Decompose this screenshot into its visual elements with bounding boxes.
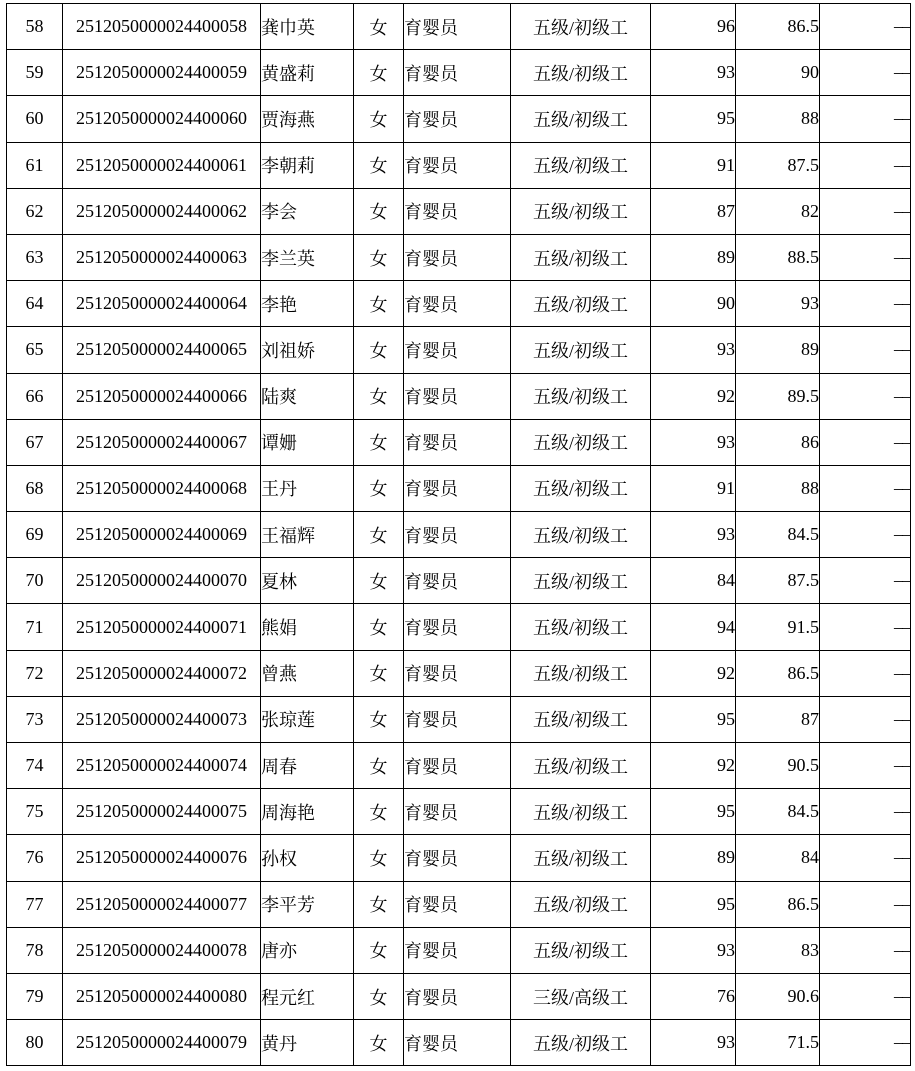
cell-row-number: 75 (7, 789, 63, 835)
table-row (7, 973, 911, 1019)
cell-remark: –– (820, 1020, 911, 1066)
cell-occupation: 育婴员 (404, 789, 511, 835)
cell-row-number: 59 (7, 50, 63, 96)
cell-score-2: 89 (736, 327, 820, 373)
cell-name: 程元红 (261, 973, 354, 1019)
cell-score-1: 95 (651, 96, 736, 142)
cell-exam-id: 2512050000024400058 (63, 4, 261, 50)
cell-score-1: 93 (651, 927, 736, 973)
cell-exam-id: 2512050000024400064 (63, 281, 261, 327)
cell-occupation: 育婴员 (404, 650, 511, 696)
cell-name: 李会 (261, 188, 354, 234)
table-row (7, 696, 911, 742)
cell-exam-id: 2512050000024400076 (63, 835, 261, 881)
table-row (7, 281, 911, 327)
cell-exam-id: 2512050000024400077 (63, 881, 261, 927)
table-row (7, 50, 911, 96)
cell-row-number: 76 (7, 835, 63, 881)
cell-score-2: 88.5 (736, 234, 820, 280)
cell-score-1: 87 (651, 188, 736, 234)
cell-remark: –– (820, 696, 911, 742)
cell-score-2: 93 (736, 281, 820, 327)
cell-row-number: 74 (7, 743, 63, 789)
cell-occupation: 育婴员 (404, 188, 511, 234)
cell-gender: 女 (354, 743, 404, 789)
cell-exam-id: 2512050000024400070 (63, 558, 261, 604)
cell-occupation: 育婴员 (404, 96, 511, 142)
cell-name: 刘祖娇 (261, 327, 354, 373)
cell-level: 五级/初级工 (511, 373, 651, 419)
cell-exam-id: 2512050000024400060 (63, 96, 261, 142)
cell-gender: 女 (354, 881, 404, 927)
cell-level: 五级/初级工 (511, 927, 651, 973)
cell-name: 唐亦 (261, 927, 354, 973)
cell-score-1: 93 (651, 50, 736, 96)
cell-score-1: 89 (651, 234, 736, 280)
cell-remark: –– (820, 234, 911, 280)
cell-row-number: 69 (7, 512, 63, 558)
cell-exam-id: 2512050000024400075 (63, 789, 261, 835)
cell-gender: 女 (354, 50, 404, 96)
cell-row-number: 61 (7, 142, 63, 188)
cell-name: 熊娟 (261, 604, 354, 650)
cell-score-2: 71.5 (736, 1020, 820, 1066)
table-row (7, 650, 911, 696)
cell-row-number: 70 (7, 558, 63, 604)
cell-gender: 女 (354, 373, 404, 419)
cell-occupation: 育婴员 (404, 234, 511, 280)
cell-remark: –– (820, 927, 911, 973)
cell-level: 五级/初级工 (511, 789, 651, 835)
cell-exam-id: 2512050000024400065 (63, 327, 261, 373)
cell-name: 王福辉 (261, 512, 354, 558)
cell-score-1: 94 (651, 604, 736, 650)
cell-exam-id: 2512050000024400080 (63, 973, 261, 1019)
table-row (7, 512, 911, 558)
cell-exam-id: 2512050000024400066 (63, 373, 261, 419)
cell-occupation: 育婴员 (404, 927, 511, 973)
cell-score-2: 86.5 (736, 650, 820, 696)
cell-name: 李朝莉 (261, 142, 354, 188)
cell-row-number: 79 (7, 973, 63, 1019)
table-row (7, 881, 911, 927)
cell-score-2: 90 (736, 50, 820, 96)
cell-occupation: 育婴员 (404, 973, 511, 1019)
cell-remark: –– (820, 973, 911, 1019)
cell-remark: –– (820, 142, 911, 188)
table-row (7, 604, 911, 650)
cell-row-number: 72 (7, 650, 63, 696)
cell-occupation: 育婴员 (404, 50, 511, 96)
table-row (7, 419, 911, 465)
cell-remark: –– (820, 789, 911, 835)
cell-remark: –– (820, 558, 911, 604)
cell-row-number: 80 (7, 1020, 63, 1066)
table-row (7, 96, 911, 142)
cell-gender: 女 (354, 281, 404, 327)
cell-row-number: 58 (7, 4, 63, 50)
cell-score-2: 84.5 (736, 789, 820, 835)
cell-level: 五级/初级工 (511, 835, 651, 881)
cell-occupation: 育婴员 (404, 512, 511, 558)
cell-score-1: 92 (651, 743, 736, 789)
cell-row-number: 66 (7, 373, 63, 419)
cell-row-number: 78 (7, 927, 63, 973)
cell-gender: 女 (354, 327, 404, 373)
cell-score-2: 87.5 (736, 558, 820, 604)
cell-gender: 女 (354, 96, 404, 142)
cell-name: 孙权 (261, 835, 354, 881)
cell-score-1: 91 (651, 465, 736, 511)
cell-score-2: 87.5 (736, 142, 820, 188)
table-row (7, 142, 911, 188)
cell-row-number: 68 (7, 465, 63, 511)
cell-level: 五级/初级工 (511, 558, 651, 604)
cell-row-number: 65 (7, 327, 63, 373)
cell-name: 谭姗 (261, 419, 354, 465)
cell-score-2: 86.5 (736, 4, 820, 50)
cell-gender: 女 (354, 927, 404, 973)
cell-occupation: 育婴员 (404, 743, 511, 789)
cell-score-2: 88 (736, 465, 820, 511)
cell-level: 五级/初级工 (511, 96, 651, 142)
cell-remark: –– (820, 604, 911, 650)
cell-score-1: 92 (651, 373, 736, 419)
table-row (7, 4, 911, 50)
table-row (7, 835, 911, 881)
cell-name: 王丹 (261, 465, 354, 511)
table-row (7, 327, 911, 373)
cell-score-2: 83 (736, 927, 820, 973)
cell-gender: 女 (354, 188, 404, 234)
cell-level: 三级/高级工 (511, 973, 651, 1019)
cell-remark: –– (820, 835, 911, 881)
cell-name: 周海艳 (261, 789, 354, 835)
cell-gender: 女 (354, 973, 404, 1019)
cell-score-1: 93 (651, 419, 736, 465)
document-page (6, 3, 911, 1066)
cell-score-2: 84.5 (736, 512, 820, 558)
cell-occupation: 育婴员 (404, 1020, 511, 1066)
cell-score-1: 93 (651, 512, 736, 558)
cell-row-number: 73 (7, 696, 63, 742)
cell-gender: 女 (354, 1020, 404, 1066)
cell-gender: 女 (354, 604, 404, 650)
cell-gender: 女 (354, 465, 404, 511)
table-row (7, 743, 911, 789)
table-row (7, 373, 911, 419)
cell-gender: 女 (354, 142, 404, 188)
cell-score-1: 90 (651, 281, 736, 327)
cell-score-1: 95 (651, 696, 736, 742)
cell-exam-id: 2512050000024400072 (63, 650, 261, 696)
cell-exam-id: 2512050000024400059 (63, 50, 261, 96)
cell-level: 五级/初级工 (511, 142, 651, 188)
cell-remark: –– (820, 465, 911, 511)
cell-row-number: 60 (7, 96, 63, 142)
cell-score-1: 93 (651, 1020, 736, 1066)
cell-gender: 女 (354, 419, 404, 465)
cell-score-2: 88 (736, 96, 820, 142)
cell-score-2: 87 (736, 696, 820, 742)
cell-occupation: 育婴员 (404, 558, 511, 604)
cell-occupation: 育婴员 (404, 281, 511, 327)
cell-row-number: 77 (7, 881, 63, 927)
cell-level: 五级/初级工 (511, 4, 651, 50)
table-row (7, 927, 911, 973)
cell-level: 五级/初级工 (511, 1020, 651, 1066)
cell-level: 五级/初级工 (511, 188, 651, 234)
cell-name: 李艳 (261, 281, 354, 327)
cell-score-1: 96 (651, 4, 736, 50)
cell-exam-id: 2512050000024400068 (63, 465, 261, 511)
cell-occupation: 育婴员 (404, 604, 511, 650)
cell-occupation: 育婴员 (404, 4, 511, 50)
cell-gender: 女 (354, 789, 404, 835)
table-row (7, 558, 911, 604)
cell-occupation: 育婴员 (404, 835, 511, 881)
cell-level: 五级/初级工 (511, 50, 651, 96)
table-body (7, 4, 911, 1066)
cell-occupation: 育婴员 (404, 881, 511, 927)
cell-occupation: 育婴员 (404, 419, 511, 465)
cell-name: 贾海燕 (261, 96, 354, 142)
cell-occupation: 育婴员 (404, 327, 511, 373)
cell-gender: 女 (354, 4, 404, 50)
cell-occupation: 育婴员 (404, 142, 511, 188)
cell-gender: 女 (354, 512, 404, 558)
cell-remark: –– (820, 50, 911, 96)
cell-row-number: 67 (7, 419, 63, 465)
cell-remark: –– (820, 512, 911, 558)
table-row (7, 188, 911, 234)
cell-remark: –– (820, 281, 911, 327)
cell-gender: 女 (354, 234, 404, 280)
cell-score-1: 95 (651, 881, 736, 927)
table-row (7, 234, 911, 280)
cell-level: 五级/初级工 (511, 327, 651, 373)
cell-name: 黄丹 (261, 1020, 354, 1066)
cell-exam-id: 2512050000024400071 (63, 604, 261, 650)
cell-name: 夏林 (261, 558, 354, 604)
cell-name: 李平芳 (261, 881, 354, 927)
cell-score-2: 86 (736, 419, 820, 465)
table-row (7, 789, 911, 835)
cell-name: 黄盛莉 (261, 50, 354, 96)
cell-remark: –– (820, 419, 911, 465)
cell-occupation: 育婴员 (404, 465, 511, 511)
cell-level: 五级/初级工 (511, 881, 651, 927)
cell-exam-id: 2512050000024400061 (63, 142, 261, 188)
cell-remark: –– (820, 96, 911, 142)
cell-gender: 女 (354, 696, 404, 742)
cell-gender: 女 (354, 650, 404, 696)
cell-level: 五级/初级工 (511, 650, 651, 696)
cell-score-2: 86.5 (736, 881, 820, 927)
cell-gender: 女 (354, 558, 404, 604)
cell-remark: –– (820, 743, 911, 789)
cell-score-1: 89 (651, 835, 736, 881)
cell-name: 周春 (261, 743, 354, 789)
cell-score-2: 90.6 (736, 973, 820, 1019)
cell-exam-id: 2512050000024400069 (63, 512, 261, 558)
cell-score-2: 82 (736, 188, 820, 234)
cell-exam-id: 2512050000024400067 (63, 419, 261, 465)
cell-score-2: 91.5 (736, 604, 820, 650)
cell-exam-id: 2512050000024400073 (63, 696, 261, 742)
cell-remark: –– (820, 373, 911, 419)
cell-level: 五级/初级工 (511, 465, 651, 511)
cell-remark: –– (820, 4, 911, 50)
cell-level: 五级/初级工 (511, 512, 651, 558)
cell-remark: –– (820, 881, 911, 927)
cell-exam-id: 2512050000024400079 (63, 1020, 261, 1066)
cell-exam-id: 2512050000024400078 (63, 927, 261, 973)
cell-row-number: 62 (7, 188, 63, 234)
cell-score-2: 90.5 (736, 743, 820, 789)
cell-gender: 女 (354, 835, 404, 881)
cell-row-number: 63 (7, 234, 63, 280)
cell-score-1: 92 (651, 650, 736, 696)
cell-row-number: 71 (7, 604, 63, 650)
cell-score-1: 76 (651, 973, 736, 1019)
cell-level: 五级/初级工 (511, 696, 651, 742)
cell-name: 龚巾英 (261, 4, 354, 50)
cell-name: 陆爽 (261, 373, 354, 419)
cell-score-1: 84 (651, 558, 736, 604)
cell-remark: –– (820, 650, 911, 696)
cell-score-2: 89.5 (736, 373, 820, 419)
cell-row-number: 64 (7, 281, 63, 327)
cell-exam-id: 2512050000024400074 (63, 743, 261, 789)
cell-score-2: 84 (736, 835, 820, 881)
cell-remark: –– (820, 327, 911, 373)
cell-score-1: 95 (651, 789, 736, 835)
cell-name: 张琼莲 (261, 696, 354, 742)
cell-name: 曾燕 (261, 650, 354, 696)
cell-level: 五级/初级工 (511, 234, 651, 280)
cell-level: 五级/初级工 (511, 281, 651, 327)
cell-remark: –– (820, 188, 911, 234)
cell-exam-id: 2512050000024400062 (63, 188, 261, 234)
table-row (7, 1020, 911, 1066)
cell-name: 李兰英 (261, 234, 354, 280)
results-table (6, 3, 911, 1066)
cell-score-1: 93 (651, 327, 736, 373)
cell-occupation: 育婴员 (404, 373, 511, 419)
cell-level: 五级/初级工 (511, 419, 651, 465)
cell-level: 五级/初级工 (511, 604, 651, 650)
table-row (7, 465, 911, 511)
cell-exam-id: 2512050000024400063 (63, 234, 261, 280)
cell-level: 五级/初级工 (511, 743, 651, 789)
cell-score-1: 91 (651, 142, 736, 188)
cell-occupation: 育婴员 (404, 696, 511, 742)
